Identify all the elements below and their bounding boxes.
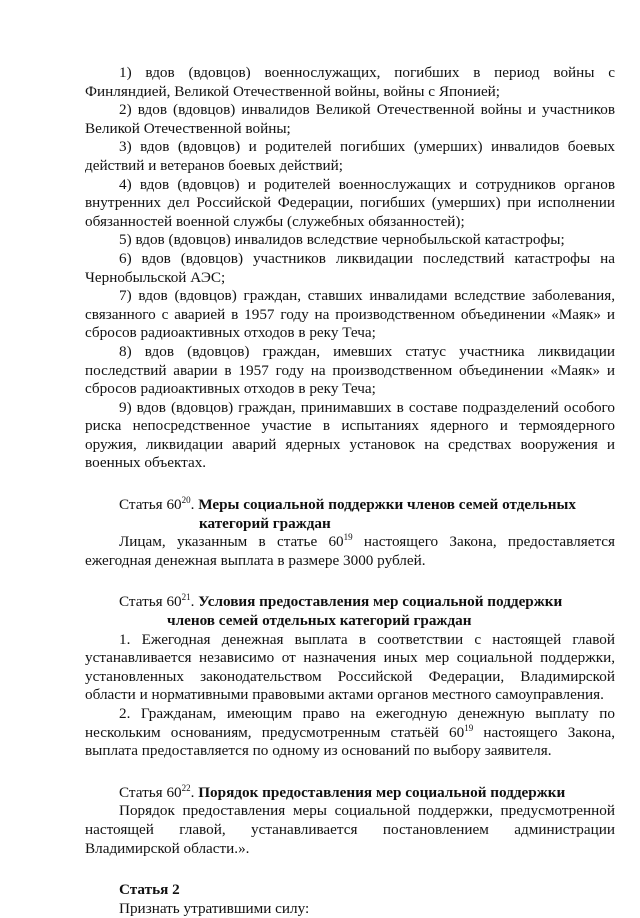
document-page	[85, 64, 615, 918]
article-60-20-heading: Статья $60^{20}$. Меры социальной поддержки членов семей отдельных категорий граждан	[85, 496, 615, 533]
list-item: 9) вдов (вдовцов) граждан, принимавших в составе подразделений особого риска непосредственное участие в испытаниях ядерного и термоядерного оружия, ликвидации аварий ядерных установок на средствах вооружения и военных объектах.	[85, 398, 615, 472]
widow-list	[85, 64, 615, 473]
article-60-22-text: Порядок предоставления меры социальной поддержки, предусмотренной настоящей главой, устанавливается постановлением администрации Владимирской области.».	[85, 802, 615, 857]
article-superscript: 20	[181, 495, 191, 505]
article-60-21-heading: Статья $60^{21}$. Условия предоставления мер социальной поддержки членов семей отдельных категорий граждан	[85, 593, 615, 630]
list-item: 7) вдов (вдовцов) граждан, ставших инвалидами вследствие заболевания, связанного с аварией в 1957 году на производственном объединении «Маяк» и сбросов радиоактивных отходов в реку Теча;	[85, 287, 615, 342]
list-item: 6) вдов (вдовцов) участников ликвидации последствий катастрофы на Чернобыльской АЭС;	[85, 249, 615, 286]
article-60-22-heading: Статья $60^{22}$. Порядок предоставления мер социальной поддержки	[119, 782, 566, 801]
list-item: 4) вдов (вдовцов) и родителей военнослужащих и сотрудников органов внутренних дел Российской Федерации, погибших (умерших) при исполнении обязанностей военной службы (служебных обязанностей);	[85, 175, 615, 230]
article-title: Условия предоставления мер социальной поддержки	[198, 593, 563, 611]
article-title-cont: членов семей отдельных категорий граждан	[167, 612, 472, 630]
list-item: 3) вдов (вдовцов) и родителей погибших (умерших) инвалидов боевых действий и ветеранов боевых действий;	[85, 138, 615, 174]
article-2-text: Признать утратившими силу:	[119, 899, 310, 917]
list-item: 5) вдов (вдовцов) инвалидов вследствие чернобыльской катастрофы;	[119, 231, 565, 249]
article-superscript: 22	[181, 782, 191, 793]
article-superscript: 21	[181, 592, 191, 603]
article-60-21-p1: 1. Ежегодная денежная выплата в соответствии с настоящей главой устанавливается независимо от назначения иных мер социальной поддержки, установленных законодательством Российской Федерации, Владимирской области и нормативными правовыми актами органов местного самоуправления.	[85, 630, 615, 704]
article-60-21-p2: 2. Гражданам, имеющим право на ежегодную денежную выплату по нескольким основаниям, предусмотренным статьёй $60^{19}$ настоящего Закона, выплата предоставляется по одному из оснований по выбору заявителя.	[85, 705, 615, 760]
article-number: Статья 60	[119, 783, 182, 801]
article-60-20-text: Лицам, указанным в статье $60^{19}$ настоящего Закона, предоставляется ежегодная денежная выплата в размере 3000 рублей.	[85, 532, 615, 569]
article-number: Статья 60	[119, 593, 182, 611]
article-number: Статья 60	[119, 496, 182, 514]
list-item: 2) вдов (вдовцов) инвалидов Великой Отечественной войны и участников Великой Отечественной войны;	[85, 101, 615, 137]
list-item: 1) вдов (вдовцов) военнослужащих, погибших в период войны с Финляндией, Великой Отечественной войны, войны с Японией;	[85, 64, 615, 100]
article-title-cont: категорий граждан	[199, 514, 331, 532]
article-title: Порядок предоставления мер социальной поддержки	[198, 783, 566, 801]
article-title: Меры социальной поддержки членов семей отдельных	[198, 496, 576, 514]
article-2-heading: Статья 2	[119, 881, 180, 899]
list-item: 8) вдов (вдовцов) граждан, имевших статус участника ликвидации последствий аварии в 1957 году на производственном объединении «Маяк» и сбросов радиоактивных отходов в реку Теча;	[85, 342, 615, 398]
